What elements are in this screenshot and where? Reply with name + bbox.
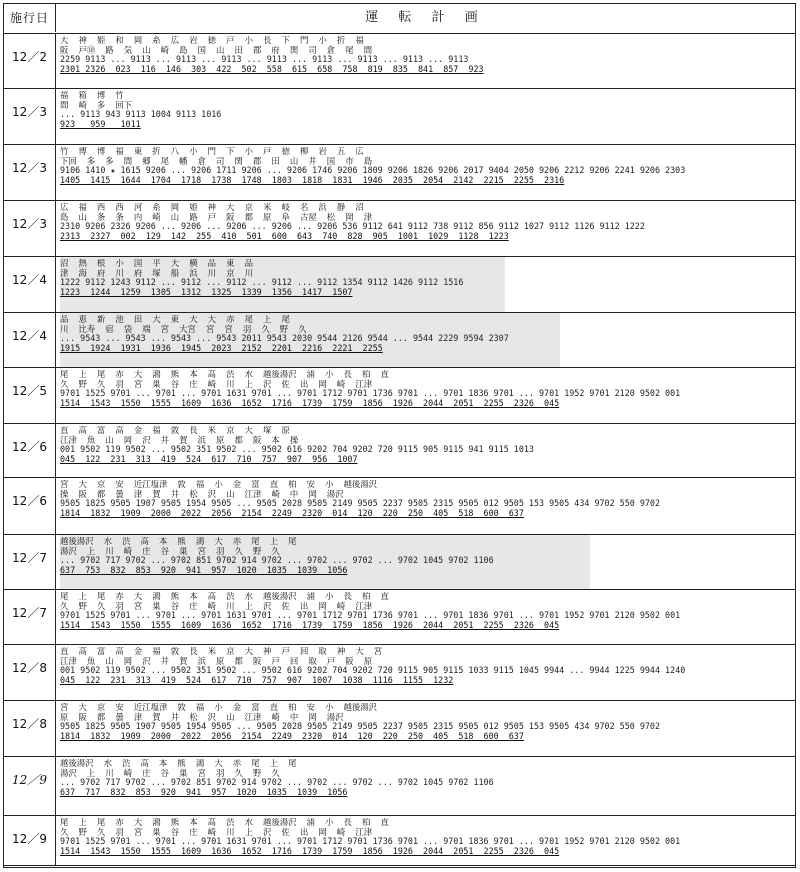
schedule-row (4, 257, 795, 313)
schedule-row (4, 201, 795, 257)
times: 2313 2327 002 129 142 255 410 501 600 643 740 828 905 1001 1029 1128 1223 (60, 230, 509, 241)
date-column-header: 施行日 (4, 4, 56, 32)
train-numbers: 2259 9113 ... 9113 ... 9113 ... 9113 ... 9113 ... 9113 ... 9113 ... 9113 ... 9113 (60, 54, 469, 65)
schedule-row (4, 34, 795, 89)
times: 1223 1244 1259 1305 1312 1325 1339 1356 1417 1507 (60, 286, 353, 297)
route-schedule (60, 818, 791, 863)
station-names-upper: 竹 博 博 福 東 折 八 小 門 下 小 戸 徳 柳 岩 五 広 (60, 147, 364, 156)
times: 1915 1924 1931 1936 1945 2023 2152 2201 2216 2221 2255 (60, 342, 383, 353)
schedule-row (4, 368, 795, 424)
train-numbers: ... 9113 943 9113 1004 9113 1016 (60, 109, 222, 120)
schedule-row (4, 757, 795, 816)
times: 045 122 231 313 419 524 617 710 757 907 956 1007 (60, 453, 358, 464)
train-numbers: ... 9543 ... 9543 ... 9543 ... 9543 2011 9543 2030 9544 2126 9544 ... 9544 2229 9594 2307 (60, 333, 509, 344)
station-names-lower: 操 阪 都 曇 津 賀 井 松 沢 山 江津 崎 中 岡 湯沢 (60, 488, 344, 499)
train-numbers: 9505 1825 9505 1907 9505 1954 9505 ... 9505 2028 9505 2149 9505 2237 9505 2315 9505 012 9505 153 9505 434 9702 550 9702 (60, 498, 661, 509)
station-names-lower: 阪 戸⑩ 路 気 山 崎 島 国 山 田 郡 府 関 司 倉 尾 間 (60, 44, 373, 55)
station-names-upper: 尾 上 尾 赤 大 鴻 熊 本 高 渋 水 越後湯沢 浦 小 長 柏 直 (60, 592, 389, 601)
station-names-upper: 尾 上 尾 赤 大 鴻 熊 本 高 渋 水 越後湯沢 浦 小 長 柏 直 (60, 818, 389, 827)
station-names-lower: 間 崎 多 回下 (60, 99, 133, 110)
train-numbers: 001 9502 119 9502 ... 9502 351 9502 ... 9502 616 9202 704 9202 720 9115 905 9115 941 9115 1013 (60, 444, 534, 455)
station-names-lower: 久 野 久 羽 宮 巣 谷 庄 崎 川 上 沢 佐 出 岡 崎 江津 (60, 600, 373, 611)
station-names-upper: 品 恵 新 池 田 大 東 大 大 赤 尾 上 尾 (60, 315, 290, 324)
train-numbers: ... 9702 717 9702 ... 9702 851 9702 914 9702 ... 9702 ... 9702 ... 9702 1045 9702 1106 (60, 777, 494, 788)
row-date: 12／6 (4, 424, 56, 477)
schedule-row (4, 590, 795, 645)
route-schedule (60, 703, 791, 754)
row-date: 12／4 (4, 257, 56, 312)
route-schedule (60, 259, 791, 310)
station-names-lower: 川 比寿 宿 袋 端 宮 大宮 宮 宮 羽 久 野 久 (60, 323, 307, 334)
row-date: 12／8 (4, 645, 56, 700)
route-schedule (60, 315, 791, 365)
train-numbers: 9505 1825 9505 1907 9505 1954 9505 ... 9505 2028 9505 2149 9505 2237 9505 2315 9505 012 9505 153 9505 434 9702 550 9702 (60, 721, 661, 732)
station-names-upper: 直 高 富 高 金 福 敦 長 米 京 大 神 戸 回 取 神 大 宮 (60, 647, 383, 656)
station-names-upper: 宮 大 京 安 近江塩津 敦 福 小 金 富 直 柏 安 小 越後湯沢 (60, 703, 378, 712)
station-names-upper: 広 福 西 西 河 糸 岡 姫 神 大 京 米 岐 名 浜 静 沼 (60, 203, 364, 212)
schedule-row (4, 645, 795, 701)
times: 923 959 1011 (60, 118, 141, 129)
route-schedule (60, 480, 791, 532)
train-numbers: 001 9502 119 9502 ... 9502 351 9502 ... 9502 616 9202 704 9202 720 9115 905 9115 1033 9115 1045 9944 ... 9944 1225 9944 1240 (60, 665, 686, 676)
train-numbers: 9701 1525 9701 ... 9701 ... 9701 1631 9701 ... 9701 1712 9701 1736 9701 ... 9701 1836 9701 ... 9701 1952 9701 2120 9502 001 (60, 610, 681, 621)
operation-plan-table (3, 3, 796, 868)
train-numbers: 1222 9112 1243 9112 ... 9112 ... 9112 ... 9112 ... 9112 1354 9112 1426 9112 1516 (60, 277, 464, 288)
times: 1514 1543 1550 1555 1609 1636 1652 1716 1739 1759 1856 1926 2044 2051 2255 2326 045 (60, 619, 560, 630)
station-names-upper: 大 神 姫 和 岡 糸 広 岩 徳 戸 小 長 下 門 小 折 福 (60, 36, 364, 45)
station-names-upper: 尾 上 尾 赤 大 鴻 熊 本 高 渋 水 越後湯沢 浦 小 長 柏 直 (60, 370, 389, 379)
route-schedule (60, 147, 791, 198)
row-date: 12／8 (4, 701, 56, 756)
route-schedule (60, 759, 791, 813)
row-date: 12／7 (4, 590, 56, 644)
table-title: 運 転 計 画 (365, 10, 486, 25)
route-schedule (60, 91, 791, 142)
station-names-lower: 久 野 久 羽 宮 巣 谷 庄 崎 川 上 沢 佐 出 岡 崎 江津 (60, 378, 373, 389)
station-names-upper: 越後湯沢 水 渋 高 本 熊 鴻 大 赤 尾 上 尾 (60, 537, 297, 546)
station-names-lower: 久 野 久 羽 宮 巣 谷 庄 崎 川 上 沢 佐 出 岡 崎 江津 (60, 826, 373, 837)
schedule-row (4, 424, 795, 478)
schedule-row (4, 701, 795, 757)
station-names-upper: 直 高 富 高 金 福 敦 長 米 京 大 塚 原 (60, 426, 290, 435)
route-schedule (60, 203, 791, 254)
train-numbers: 9701 1525 9701 ... 9701 ... 9701 1631 9701 ... 9701 1712 9701 1736 9701 ... 9701 1836 9701 ... 9701 1952 9701 2120 9502 001 (60, 836, 681, 847)
times: 1814 1832 1909 2000 2022 2056 2154 2249 2320 014 120 220 250 405 518 600 637 (60, 507, 524, 518)
station-names-upper: 宮 大 京 安 近江塩津 敦 福 小 金 富 直 柏 安 小 越後湯沢 (60, 480, 378, 489)
times: 637 753 832 853 920 941 957 1020 1035 1039 1056 (60, 564, 348, 575)
row-date: 12／2 (4, 34, 56, 88)
schedule-row (4, 816, 795, 866)
times: 1514 1543 1550 1555 1609 1636 1652 1716 1739 1759 1856 1926 2044 2051 2255 2326 045 (60, 397, 560, 408)
schedule-row (4, 535, 795, 590)
row-date: 12／9 (4, 816, 56, 865)
row-date: 12／6 (4, 478, 56, 534)
schedule-row (4, 478, 795, 535)
times: 2301 2326 023 116 146 303 422 502 558 615 658 758 819 835 841 857 923 (60, 63, 484, 74)
times: 1514 1543 1550 1555 1609 1636 1652 1716 1739 1759 1856 1926 2044 2051 2255 2326 045 (60, 845, 560, 856)
station-names-lower: 津 海 府 川 府 塚 船 浜 川 京 川 (60, 267, 253, 278)
times: 045 122 231 313 419 524 617 710 757 907 1007 1038 1116 1155 1232 (60, 674, 454, 685)
train-numbers: 9701 1525 9701 ... 9701 ... 9701 1631 9701 ... 9701 1712 9701 1736 9701 ... 9701 1836 9701 ... 9701 1952 9701 2120 9502 001 (60, 388, 681, 399)
row-date: 12／4 (4, 313, 56, 367)
row-date: 12／5 (4, 368, 56, 423)
times: 1405 1415 1644 1704 1718 1738 1748 1803 1818 1831 1946 2035 2054 2142 2215 2255 2316 (60, 174, 565, 185)
route-schedule (60, 592, 791, 642)
train-numbers: 2310 9206 2326 9206 ... 9206 ... 9206 ... 9206 ... 9206 536 9112 641 9112 738 9112 856 9112 1027 9112 1126 9112 1222 (60, 221, 645, 232)
times: 637 717 832 853 920 941 957 1020 1035 1039 1056 (60, 786, 348, 797)
row-date: 12／3 (4, 89, 56, 144)
row-date: 12／9 (4, 757, 56, 815)
station-names-upper: 福 箱 博 竹 (60, 91, 124, 100)
station-names-lower: 下回 多 多 間 郷 尾 幡 倉 司 関 郡 田 山 井 国 市 島 (60, 155, 373, 166)
route-schedule (60, 537, 791, 587)
schedule-row (4, 145, 795, 201)
station-names-lower: 湯沢 上 川 崎 庄 谷 巣 宮 羽 久 野 久 (60, 545, 280, 556)
station-names-lower: 原 阪 都 曇 津 賀 井 松 沢 山 江津 崎 中 岡 湯沢 (60, 711, 344, 722)
row-date: 12／7 (4, 535, 56, 589)
row-date: 12／3 (4, 145, 56, 200)
station-names-upper: 沼 熱 根 小 国 平 大 横 品 東 品 (60, 259, 253, 268)
schedule-row (4, 313, 795, 368)
station-names-lower: 江津 魚 山 岡 沢 井 賀 浜 原 都 阪 戸 回 取 戸 阪 原 (60, 655, 373, 666)
station-names-upper: 越後湯沢 水 渋 高 本 熊 鴻 大 赤 尾 上 尾 (60, 759, 297, 768)
station-names-lower: 江津 魚 山 岡 沢 井 賀 浜 原 都 阪 本 操 (60, 434, 299, 445)
station-names-lower: 島 山 条 条 内 崎 山 路 戸 阪 都 原 阜 古屋 松 岡 津 (60, 211, 373, 222)
route-schedule (60, 426, 791, 475)
train-numbers: ... 9702 717 9702 ... 9702 851 9702 914 9702 ... 9702 ... 9702 ... 9702 1045 9702 1106 (60, 555, 494, 566)
route-schedule (60, 36, 791, 86)
route-schedule (60, 370, 791, 421)
row-date: 12／3 (4, 201, 56, 256)
train-numbers: 9106 1410 ★ 1615 9206 ... 9206 1711 9206 ... 9206 1746 9206 1809 9206 1826 9206 2017 9404 2050 9206 2212 9206 2241 9206 2303 (60, 165, 686, 176)
table-header (4, 4, 795, 34)
route-schedule (60, 647, 791, 698)
schedule-row (4, 89, 795, 145)
times: 1814 1832 1909 2000 2022 2056 2154 2249 2320 014 120 220 250 405 518 600 637 (60, 730, 524, 741)
station-names-lower: 湯沢 上 川 崎 庄 谷 巣 宮 羽 久 野 久 (60, 767, 280, 778)
